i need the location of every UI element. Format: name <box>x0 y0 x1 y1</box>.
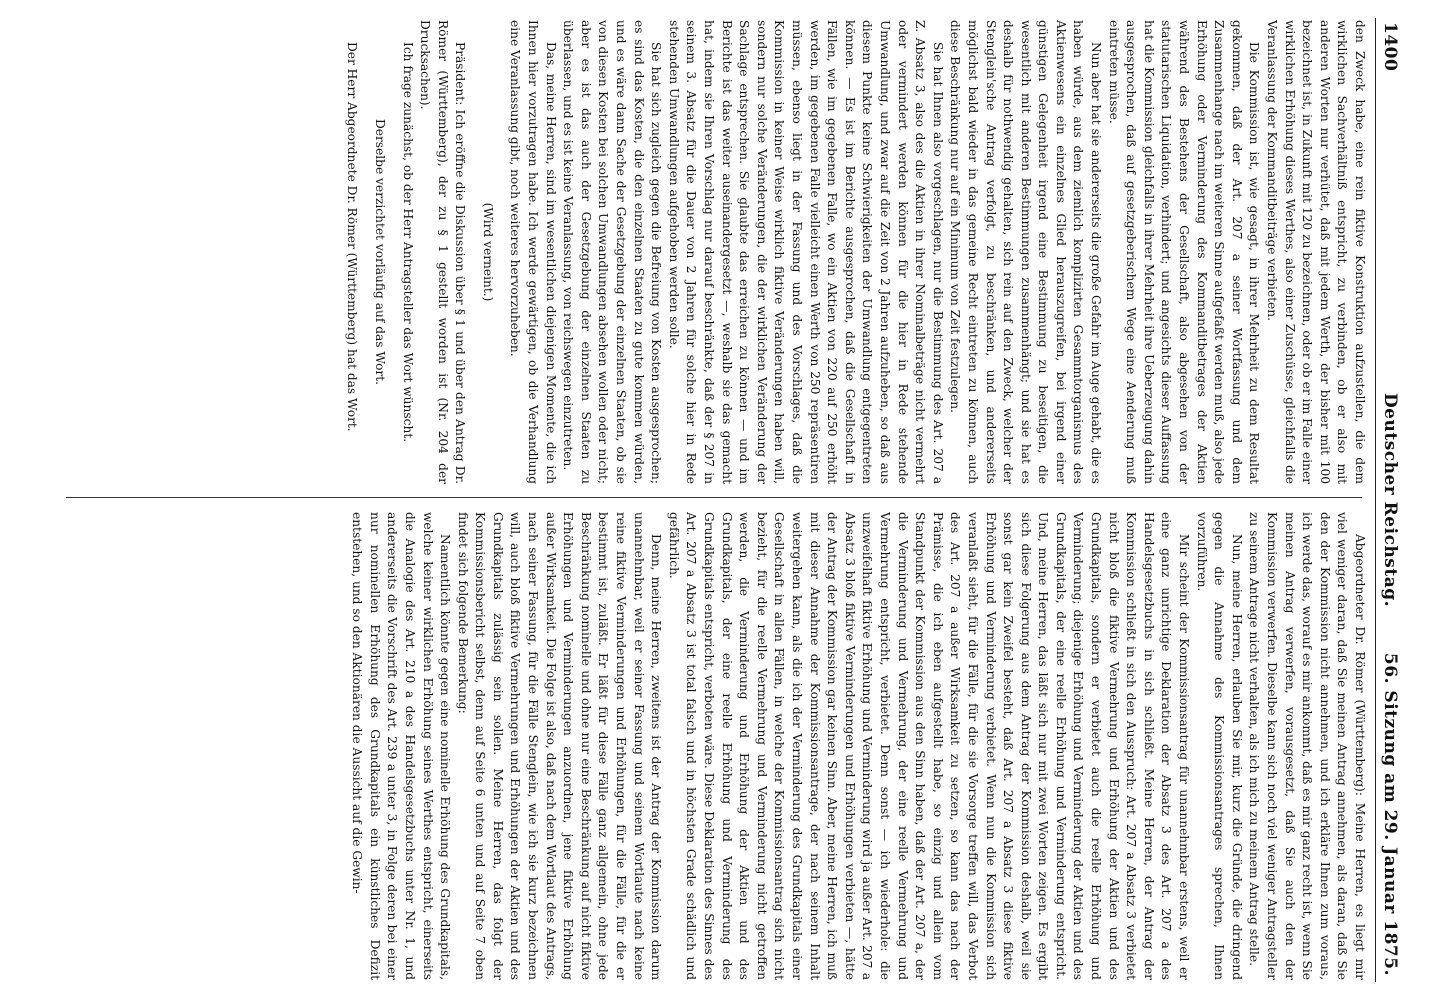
speech-paragraph: Denn, meine Herren, zweitens ist der Antrag der Kommission darum unannehmbar, weil er seiner Fassung und seinem Wortlaute nach keine reine fiktive Verminderungen und Erhöhungen, für die Fälle, für die er bestimmt ist, zuläßt. Er läßt für diese Fälle ganz allgemein, ohne jede Beschränkung nominelle und ohne nur eine Beschränkung auf nicht fiktive Erhöhungen und Verminderungen anzuordnen, jene fiktive Erhöhung außer Wirksamkeit. Die Folge ist also, daß nach dem Wortlaut des Antrags, nach seiner Fassung, für die Fälle Stenglein, wie ich sie kurz bezeichnen will, auch bloß fiktive Vermehrungen und Erhöhungen der Aktien und des Grundkapitals zulässig sein sollen. Meine Herren, das folgt der Kommissionsbericht selbst, denn auf Seite 6 unten und auf Seite 7 oben findet sich folgende Bemerkung: <box>455 512 664 980</box>
speech-paragraph: Nun, meine Herren, erlauben Sie mir, kurz die Gründe, die dringend gegen die Annahme des Kommissionsantrages sprechen, Ihnen vorzuführen. <box>1194 512 1244 980</box>
interjection: (Wird verneint.) <box>480 202 495 302</box>
session-date: 56. Sitzung am 29. Januar 1875. <box>1380 652 1400 976</box>
publication-title: Deutscher Reichstag. <box>1380 392 1400 608</box>
paragraph: Nun aber hat sie andererseits die große Gefahr im Auge gehabt, die es haben würde, aus dem ziemlich komplizirten Gesammtorganismus des Aktienwesens ein einzelnes Glied herauszugreifen, bei irgend einer günstigen Gelegenheit irgend eine Bestimmung zu beseitigen, die wesentlich mit anderen Bestimmungen zusammenhängt; und sie hat es deshalb für nothwendig gehalten, sich rein auf den Zweck, welcher der Stenglein'sche Antrag verfolgt, zu beschränken, und andererseits möglichst bald wieder in das gemeine Recht eintreten zu können, auch diese Beschränkung nur auf ein Minimum von Zeit festzulegen. <box>948 20 1104 484</box>
paragraph: Sie hat Ihnen also vorgeschlagen, nur die Bestimmung des Art. 207 a Z. Absatz 3, also des die Aktien in ihrer Nominalbeträge nicht vermehrt oder vermindert werden können für die hier in Rede stehende Umwandlung, und zwar auf die Zeit von 2 Jahren aufzuheben, so daß aus diesem Punkte keine Schwierigkeiten der Umwandlung entgegentreten können. — Es ist im Berichte ausgesprochen, daß die Gesellschaft in Fällen, wie im gegebenen Falle, wo ein Aktien von 220 auf 250 erhöht werden, im gegebenen Falle vielleicht einen Werth von 250 repräsentiren müssen, ebenso liegt in der Fassung und des Vorschlages, daß die Kommission in keiner Weise wirklich fiktive Veränderungen haben will, sondern nur solche Veränderungen, die der wirklichen Veränderung der Sachlage entsprechen. Sie glaubte das erreichen zu können — und im Berichte ist das weiter auseinandergesetzt —, weshalb sie das gemacht hat, indem sie Ihren Vorschlag nur darauf beschränkte, daß der § 207 in seinem 3. Absatz für die Dauer von 2 Jahren für solche hier in Rede stehenden Umwandlungen aufgehoben werden solle. <box>666 20 945 484</box>
stage-direction: Derselbe verzichtet vorläufig auf das Wort. <box>372 118 387 386</box>
president-statement: Präsident: Ich eröffne die Diskussion über § 1 und über den Antrag Dr. Römer (Württemberg), der zu § 1 gestellt worden ist (Nr. 204 der Drucksachen). <box>418 20 468 484</box>
paragraph: den Zweck habe, eine rein fiktive Konstruktion aufzustellen, die dem wirklichen Sachverhältniß entspricht, zu verbinden, ob er also mit anderen Worten nur verhütet, daß mit jedem Werth, der bisher mit 100 bezeichnet ist, in Zukunft mit 120 zu bezeichnen, oder ob er im Falle einer wirklichen Erhöhung dieses Werthes, also einer Zuschüsse, gleichfalls die Veranlassung der Kommanditbeiträge verbieten. <box>1265 20 1367 484</box>
speech-paragraph: Abgeordneter Dr. Römer (Württemberg): Meine Herren, es liegt mir viel weniger daran, daß Sie meinen Antrag annehmen, als daran, daß Sie den der Kommission nicht annehmen, und ich erkläre Ihnen zum voraus, ich werde das, worauf es mir ankommt, daß es mir ganz recht ist, wenn Sie meinen Antrag verwerfen, vorausgesetzt, daß Sie auch den der Kommission verwerfen. Dieselbe kann sich noch viel weniger Antragsteller zu seinem Antrage nicht verhalten, als ich mich zu meinem Antrag stelle. <box>1247 512 1367 980</box>
speech-paragraph: Mir scheint der Kommissionsantrag für unannehmbar erstens, weil er eine ganz unrichtige Deklaration der Absatz 3 des Art. 207 a des Handelsgesetzbuchs in sich schließt. Meine Herren, der Antrag der Kommission schließt in sich den Ausspruch: Art. 207 a Absatz 3 verbietet nicht bloß die fiktive Vermehrung und Erhöhung der Aktien und des Grundkapitals, sondern er verbietet auch die reelle Erhöhung und Verminderung; diejenige Erhöhung und Verminderung der Aktien und des Grundkapitals, der eine reelle Erhöhung und Verminderung entspricht. Und, meine Herren, das läßt sich nur mit zwei Worten zeigen. Es ergibt sich diese Folgerung aus dem Antrag der Kommission deshalb, weil sie sonst gar kein Zweifel besteht, daß Art. 207 a Absatz 3 diese fiktive Erhöhung und Verminderung verbietet. Wenn nun die Kommission sich veranlaßt sieht, für die Fälle, für die sie Vorsorge treffen will, das Verbot des Art. 207 a außer Wirksamkeit zu setzen, so kann das nach der Prämisse, die ich eben aufgestellt habe, so einzig und allein vom Standpunkt der Kommission aus den Sinn haben, daß der Art. 207 a, der die Verminderung und Vermehrung, der eine reelle Vermehrung und Vermehrung entspricht, verbietet. Denn sonst — ich wiederhole: die unzweifelhaft fiktive Erhöhung und Verminderung wird ja außer Art. 207 a Absatz 3 bloß fiktive Verminderungen und Erhöhungen verbieten —, hätte der Antrag der Kommission gar keinen Sinn. Aber, meine Herren, ich muß mit dieser Annahme der Kommissionsantrage, der nach seinem Inhalt weitergehen kann, als die ich der Verminderung des Grundkapitals einer Gesellschaft in allen Fällen, in welche der Kommissionsantrag sich nicht bezieht, für die reelle Vermehrung und Verminderung nicht getroffen werden, die Verminderung und Erhöhung der Aktien und des Grundkapitals, der eine reelle Erhöhung und Verminderung des Grundkapitals entspricht, verboten wäre. Diese Deklaration des Sinnes des Art. 207 a Absatz 3 ist total falsch und in höchsten Grade schädlich und gefährlich. <box>666 512 1192 980</box>
column-divider <box>66 497 1362 498</box>
running-header <box>1375 18 1402 982</box>
paragraph: Sie hat sich zugleich gegen die Befreiung von Kosten ausgesprochen; es sind das Kosten, die den einzelnen Staaten zu gute kommen würden, und es wäre dann Sache der Gesetzgebung der einzelnen Staaten, ob sie von diesen Kosten bei solchen Umwandlungen absehen wollen oder nicht; aber es ist das auch der Gesetzgebung der einzelnen Staaten zu überlassen, und es ist keine Veranlassung, von reichswegen einzutreten. <box>561 20 664 484</box>
paragraph: Die Kommission ist, wie gesagt, in ihrer Mehrheit zu dem Resultat gekommen, daß der Art. 207 a seiner Wortfassung und dem Zusammenhange nach im weiteren Sinne aufgefaßt werden muß, also jede Erhöhung oder Verminderung des Kommanditbetrages der Aktien während des Bestehens der Gesellschaft, also abgesehen von der statutarischen Liquidation, verhindert; und angesichts dieser Auffassung hat die Kommission gleichfalls in ihrer Mehrheit ihre Ueberzeugung dahin ausgesprochen, daß auf gesetzgeberischem Wege eine Aenderung muß eintreten müsse. <box>1106 20 1262 484</box>
floor-given: Der Herr Abgeordnete Dr. Römer (Württemberg) hat das Wort. <box>345 42 360 432</box>
right-column <box>60 512 1368 980</box>
speech-paragraph: Namentlich könnte gegen eine nominelle Erhöhung des Grundkapitals, welche keiner wirklichen Erhöhung seines Werthes entspricht, einerseits die Analogie des Art. 210 a des Handelsgesetzbuchs unter Nr. 1, und andererseits die Vorschrift des Art. 239 a unter 3, in Folge deren bei einer nur nominellen Erhöhung des Grundkapitals ein künstliches Defizit entstehen, und so den Aktionären die Aussicht auf die Gewin- <box>350 512 453 980</box>
left-column <box>60 20 1368 484</box>
page-number: 1400 <box>1380 22 1400 72</box>
paragraph: Das, meine Herren, sind im wesentlichen diejenigen Momente, die ich Ihnen hier vorzutragen habe. Ich werde gewärtigen, ob die Verhandlung eine Veranlassung gibt, noch weiteres hervorzuheben. <box>508 20 558 484</box>
president-question: Ich frage zunächst, ob der Herr Antragsteller das Wort wünscht. <box>400 42 415 443</box>
